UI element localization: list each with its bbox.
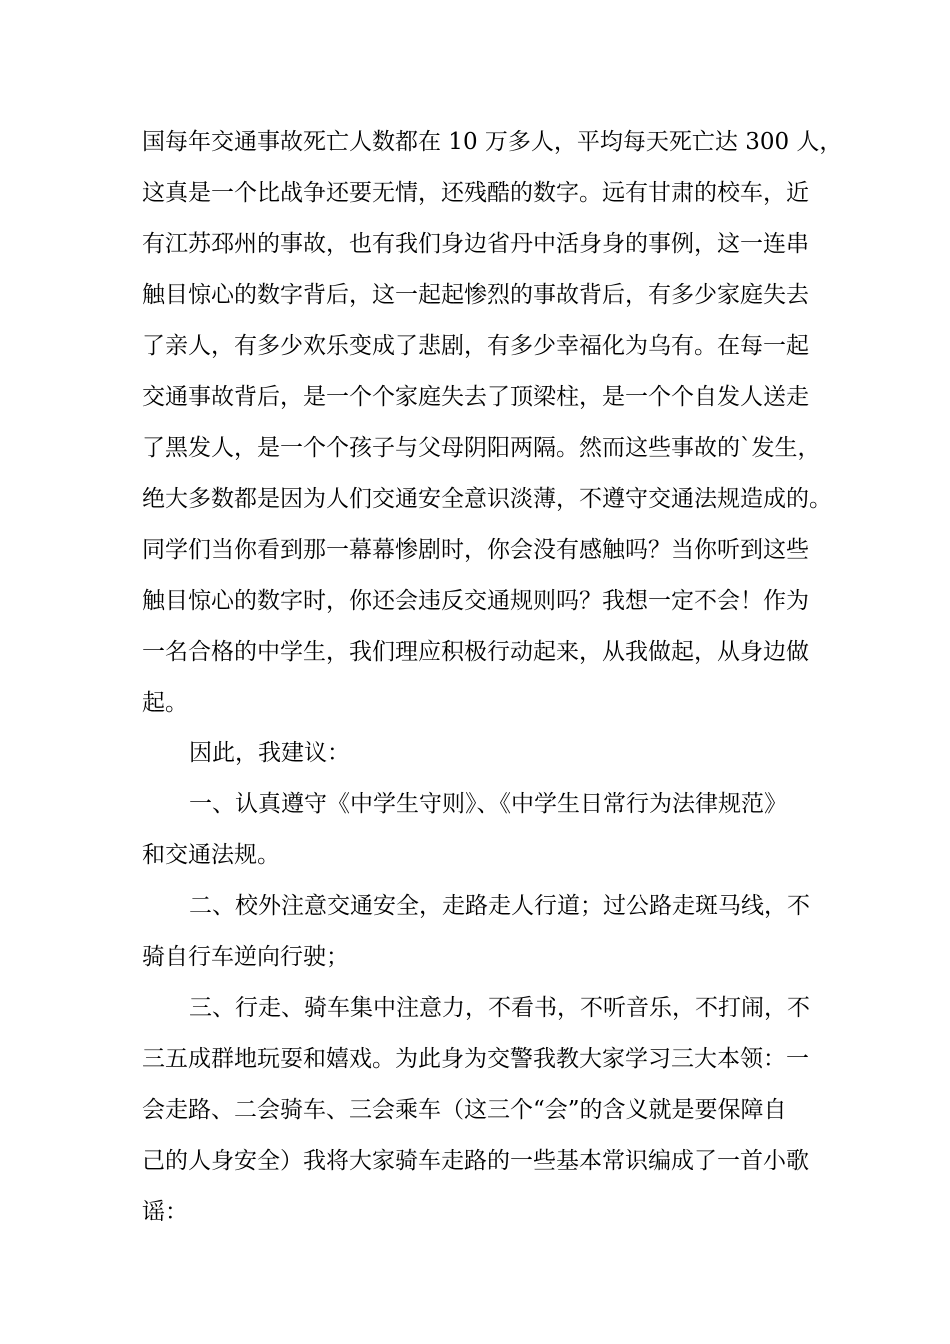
body-line: 绝大多数都是因为人们交通安全意识淡薄，不遵守交通法规造成的。 [142,486,832,512]
suggestion-2-line: 骑自行车逆向行驶； [142,944,349,970]
suggestion-3-line: 三五成群地玩耍和嬉戏。为此身为交警我教大家学习三大本领：一 [142,1046,809,1072]
suggestion-1-line: 和交通法规。 [142,842,280,868]
suggestion-1-line: 一、认真遵守《中学生守则》、《中学生日常行为法律规范》 [189,791,787,817]
suggestion-intro: 因此，我建议： [189,740,350,766]
body-line: 一名合格的中学生，我们理应积极行动起来，从我做起，从身边做 [142,639,809,665]
body-line: 同学们当你看到那一幕幕惨剧时，你会没有感触吗？当你听到这些 [142,537,809,563]
body-line: 起。 [142,690,188,716]
suggestion-3-line: 三、行走、骑车集中注意力，不看书，不听音乐，不打闹，不 [189,995,810,1021]
body-line: 有江苏邳州的事故，也有我们身边省丹中活身身的事例，这一连串 [142,231,809,257]
body-line: 触目惊心的数字时，你还会违反交通规则吗？我想一定不会！作为 [142,588,809,614]
body-line: 交通事故背后，是一个个家庭失去了顶梁柱，是一个个自发人送走 [142,384,809,410]
body-line: 国每年交通事故死亡人数都在 10 万多人，平均每天死亡达 300 人， [142,129,843,155]
suggestion-3-line: 己的人身安全）我将大家骑车走路的一些基本常识编成了一首小歌 [142,1148,809,1174]
body-line: 触目惊心的数字背后，这一起起惨烈的事故背后，有多少家庭失去 [142,282,809,308]
suggestion-3-line: 会走路、二会骑车、三会乘车（这三个“会”的含义就是要保障自 [142,1097,787,1123]
body-line: 了亲人，有多少欢乐变成了悲剧，有多少幸福化为乌有。在每一起 [142,333,809,359]
suggestion-3-line: 谣： [142,1199,188,1225]
body-line: 了黑发人，是一个个孩子与父母阴阳两隔。然而这些事故的`发生， [142,435,821,461]
body-line: 这真是一个比战争还要无情，还残酷的数字。远有甘肃的校车，近 [142,180,809,206]
suggestion-2-line: 二、校外注意交通安全，走路走人行道；过公路走斑马线，不 [189,893,810,919]
